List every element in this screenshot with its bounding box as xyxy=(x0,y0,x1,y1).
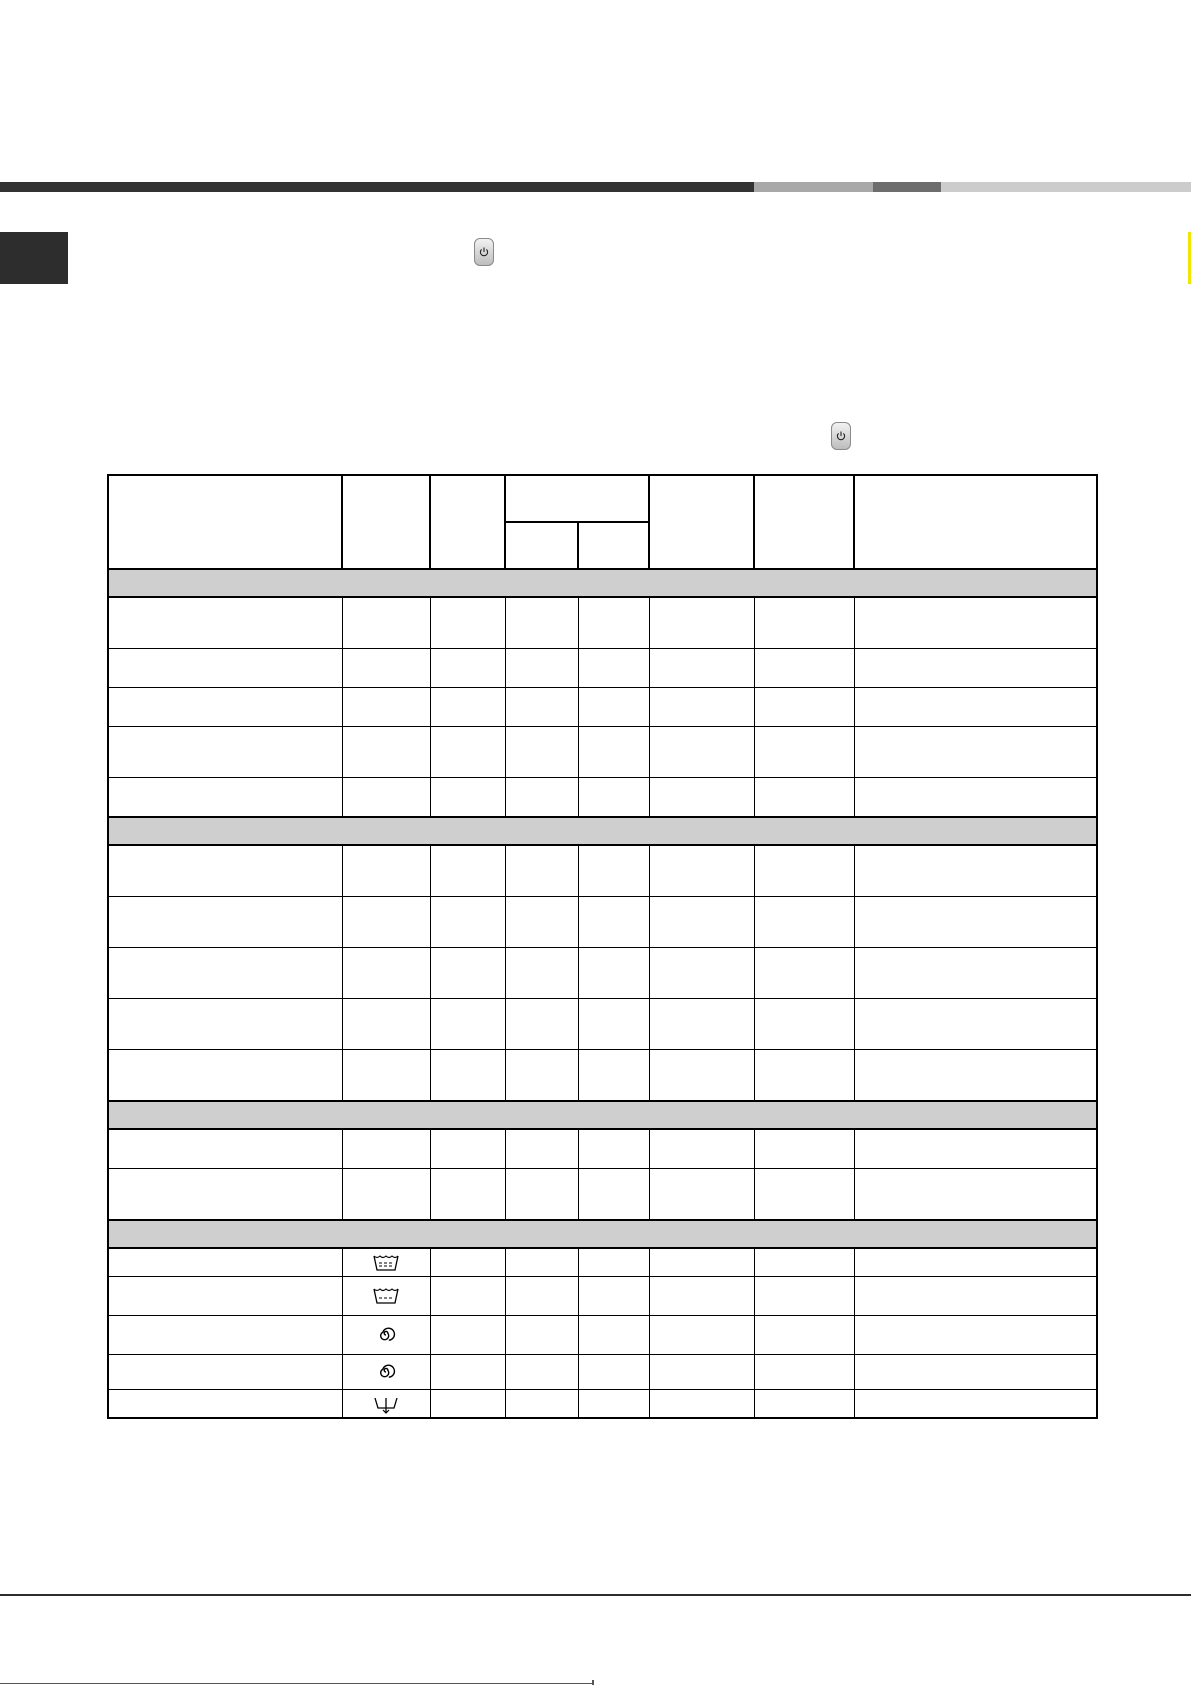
header-bar-gray xyxy=(873,182,941,192)
header-col-6 xyxy=(754,475,854,569)
header-col-programme xyxy=(108,475,342,569)
table-row xyxy=(108,778,1097,818)
table-row xyxy=(108,897,1097,948)
table-row xyxy=(108,649,1097,688)
table-row xyxy=(108,1277,1097,1316)
header-col-temp xyxy=(430,475,505,569)
table-row xyxy=(108,597,1097,649)
programme-table xyxy=(107,474,1098,1419)
section-row xyxy=(108,569,1097,597)
table-row xyxy=(108,999,1097,1050)
header-col-group xyxy=(505,475,649,522)
header-col-symbol xyxy=(342,475,430,569)
wash-tub-gentle-icon xyxy=(342,1277,430,1316)
table-row xyxy=(108,1355,1097,1390)
table-row xyxy=(108,1390,1097,1419)
power-icon xyxy=(474,238,494,266)
table-row xyxy=(108,845,1097,897)
section-row xyxy=(108,817,1097,845)
table-row xyxy=(108,1050,1097,1102)
table-row xyxy=(108,1248,1097,1277)
spin-icon xyxy=(342,1355,430,1390)
wash-tub-icon xyxy=(342,1248,430,1277)
table-row xyxy=(108,948,1097,999)
footer-divider xyxy=(0,1594,1191,1596)
footnote-tick xyxy=(592,1680,594,1685)
header-col-7 xyxy=(854,475,1097,569)
table-row xyxy=(108,1316,1097,1355)
drain-icon xyxy=(342,1390,430,1419)
header-bar-mid xyxy=(754,182,873,192)
header-bar-dark xyxy=(0,182,754,192)
spin-icon xyxy=(342,1316,430,1355)
header-col-4a xyxy=(505,522,578,569)
table-row xyxy=(108,688,1097,727)
header-col-5 xyxy=(649,475,754,569)
section-row xyxy=(108,1101,1097,1129)
power-icon xyxy=(831,422,851,450)
table-row xyxy=(108,1129,1097,1169)
section-row xyxy=(108,1220,1097,1248)
header-bar-light xyxy=(941,182,1191,192)
footnote-rule xyxy=(0,1683,594,1684)
table-row xyxy=(108,727,1097,778)
language-tab xyxy=(0,232,68,284)
header-col-4b xyxy=(578,522,649,569)
table-row xyxy=(108,1169,1097,1221)
